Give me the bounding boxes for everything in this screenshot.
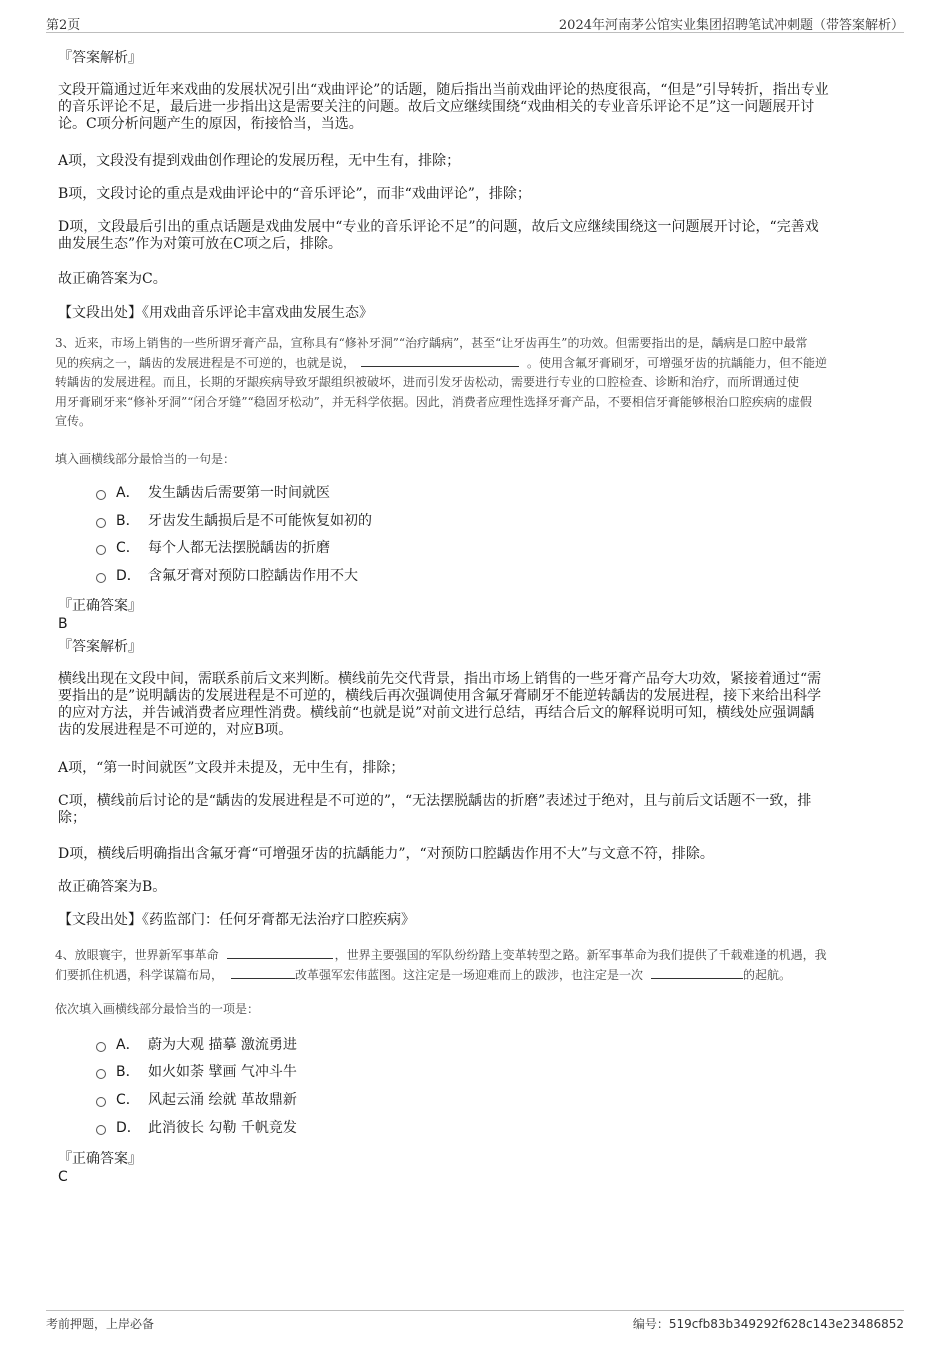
analysis-label: 『答案解析』	[58, 50, 142, 66]
fill-blank	[651, 966, 743, 979]
option-b-analysis: B项，文段讨论的重点是戏曲评论中的“音乐评论”，而非“戏曲评论”，排除；	[58, 186, 531, 202]
text-line: 宣传。	[55, 414, 92, 428]
footer-divider	[46, 1310, 904, 1311]
option-d-analysis: D项，横线后明确指出含氟牙膏“可增强牙齿的抗龋能力”，“对预防口腔龋齿作用不大”与文意不符，排除。	[58, 846, 714, 862]
question-3-option-d[interactable]: D． 含氟牙膏对预防口腔龋齿作用不大	[96, 566, 358, 586]
correct-answer-label: 『正确答案』	[58, 1151, 142, 1167]
fill-blank	[361, 354, 519, 367]
correct-answer-label: 『正确答案』	[58, 598, 142, 614]
analysis-paragraph	[58, 82, 894, 133]
question-4-stem	[55, 946, 897, 985]
text-line: 曲发展生态”作为对策可放在C项之后，排除。	[58, 236, 342, 252]
text-line: 用牙膏刷牙来“修补牙洞”“闭合牙缝”“稳固牙松动”，并无科学依据。因此，消费者应理性选择牙膏产品，不要相信牙膏能够根治口腔疾病的虚假	[55, 394, 812, 409]
text-line: 除；	[58, 810, 86, 826]
question-3-option-b[interactable]: B． 牙齿发生龋损后是不可能恢复如初的	[96, 511, 372, 531]
passage-source: 【文段出处】《用戏曲音乐评论丰富戏曲发展生态》	[58, 305, 373, 321]
question-4-option-c[interactable]: C． 风起云涌 绘就 革故鼎新	[96, 1090, 297, 1110]
correct-answer: B	[58, 616, 68, 632]
text-line: 文段开篇通过近年来戏曲的发展状况引出“戏曲评论”的话题，随后指出当前戏曲评论的热度很高，“但是”引导转折，指出专业	[58, 82, 829, 98]
text-line: 4、放眼寰宇，世界新军事革命 ，世界主要强国的军队纷纷踏上变革转型之路。新军事革命为我们提供了千载难逢的机遇，我	[55, 948, 827, 962]
text-line: 3、近来，市场上销售的一些所谓牙膏产品，宣称具有“修补牙洞”“治疗龋病”，甚至“让牙齿再生”的功效。但需要指出的是，龋病是口腔中最常	[55, 336, 808, 350]
text-line: 齿的发展进程是不可逆的，对应B项。	[58, 722, 293, 738]
text-line: C项，横线前后讨论的是“龋齿的发展进程是不可逆的”，“无法摆脱龋齿的折磨”表述过于绝对，且与前后文话题不一致，排	[58, 793, 812, 809]
radio-icon[interactable]	[96, 1097, 106, 1107]
document-title: 2024年河南茅公馆实业集团招聘笔试冲刺题（带答案解析）	[558, 18, 904, 33]
analysis-label: 『答案解析』	[58, 639, 142, 655]
radio-icon[interactable]	[96, 545, 106, 555]
text-line: 转龋齿的发展进程。而且，长期的牙龈疾病导致牙龈组织被破坏，进而引发牙齿松动，需要进行专业的口腔检查、诊断和治疗，而所谓通过使	[55, 375, 800, 389]
question-3-stem	[55, 334, 897, 432]
option-c-analysis	[58, 793, 894, 827]
page-number: 第2页	[46, 18, 81, 33]
header-divider	[46, 32, 904, 33]
question-4-option-d[interactable]: D． 此消彼长 勾勒 千帆竞发	[96, 1118, 297, 1138]
correct-answer: C	[58, 1169, 68, 1185]
question-3-prompt: 填入画横线部分最恰当的一句是：	[55, 452, 236, 466]
text-line: 要指出的是”说明龋齿的发展进程是不可逆的，横线后再次强调使用含氟牙膏刷牙不能逆转龋齿的发展进程，接下来给出科学	[58, 688, 822, 704]
radio-icon[interactable]	[96, 1042, 106, 1052]
question-3-option-a[interactable]: A． 发生龋齿后需要第一时间就医	[96, 483, 330, 503]
radio-icon[interactable]	[96, 1125, 106, 1135]
question-4-option-b[interactable]: B． 如火如荼 擘画 气冲斗牛	[96, 1062, 297, 1082]
option-a-analysis: A项，“第一时间就医”文段并未提及，无中生有，排除；	[58, 760, 405, 776]
footer-slogan: 考前押题，上岸必备	[46, 1317, 155, 1331]
radio-icon[interactable]	[96, 1069, 106, 1079]
question-4-prompt: 依次填入画横线部分最恰当的一项是：	[55, 1002, 260, 1016]
answer-conclusion: 故正确答案为B。	[58, 879, 167, 895]
answer-conclusion: 故正确答案为C。	[58, 271, 167, 287]
passage-source: 【文段出处】《药监部门：任何牙膏都无法治疗口腔疾病》	[58, 912, 415, 928]
text-line: 见的疾病之一，龋齿的发展进程是不可逆的，也就是说， 。使用含氟牙膏刷牙，可增强牙齿的抗龋能力，但不能逆	[55, 355, 828, 370]
text-line: D项，文段最后引出的重点话题是戏曲发展中“专业的音乐评论不足”的问题，故后文应继续围绕这一问题展开讨论，“完善戏	[58, 219, 819, 235]
fill-blank	[231, 966, 295, 979]
radio-icon[interactable]	[96, 518, 106, 528]
radio-icon[interactable]	[96, 490, 106, 500]
text-line: 横线出现在文段中间，需联系前后文来判断。横线前先交代背景，指出市场上销售的一些牙膏产品夸大功效，紧接着通过“需	[58, 671, 822, 687]
document-code: 编号：519cfb83b349292f628c143e23486852	[632, 1317, 904, 1331]
text-line: 的应对方法，并告诫消费者应理性消费。横线前“也就是说”对前文进行总结，再结合后文的解释说明可知，横线处应强调龋	[58, 705, 815, 721]
analysis-paragraph	[58, 671, 894, 739]
fill-blank	[227, 946, 333, 959]
text-line: 们要抓住机遇，科学谋篇布局， 改革强军宏伟蓝图。这注定是一场迎难而上的跋涉，也注定是一次 的起航。	[55, 967, 792, 982]
text-line: 的音乐评论不足，最后进一步指出这是需要关注的问题。故后文应继续围绕“戏曲相关的专业音乐评论不足”这一问题展开讨	[58, 99, 815, 115]
question-3-option-c[interactable]: C． 每个人都无法摆脱龋齿的折磨	[96, 538, 330, 558]
option-d-analysis	[58, 219, 894, 253]
text-line: 论。C项分析问题产生的原因，衔接恰当，当选。	[58, 116, 363, 132]
radio-icon[interactable]	[96, 573, 106, 583]
question-4-option-a[interactable]: A． 蔚为大观 描摹 激流勇进	[96, 1035, 297, 1055]
option-a-analysis: A项，文段没有提到戏曲创作理论的发展历程，无中生有，排除；	[58, 153, 461, 169]
